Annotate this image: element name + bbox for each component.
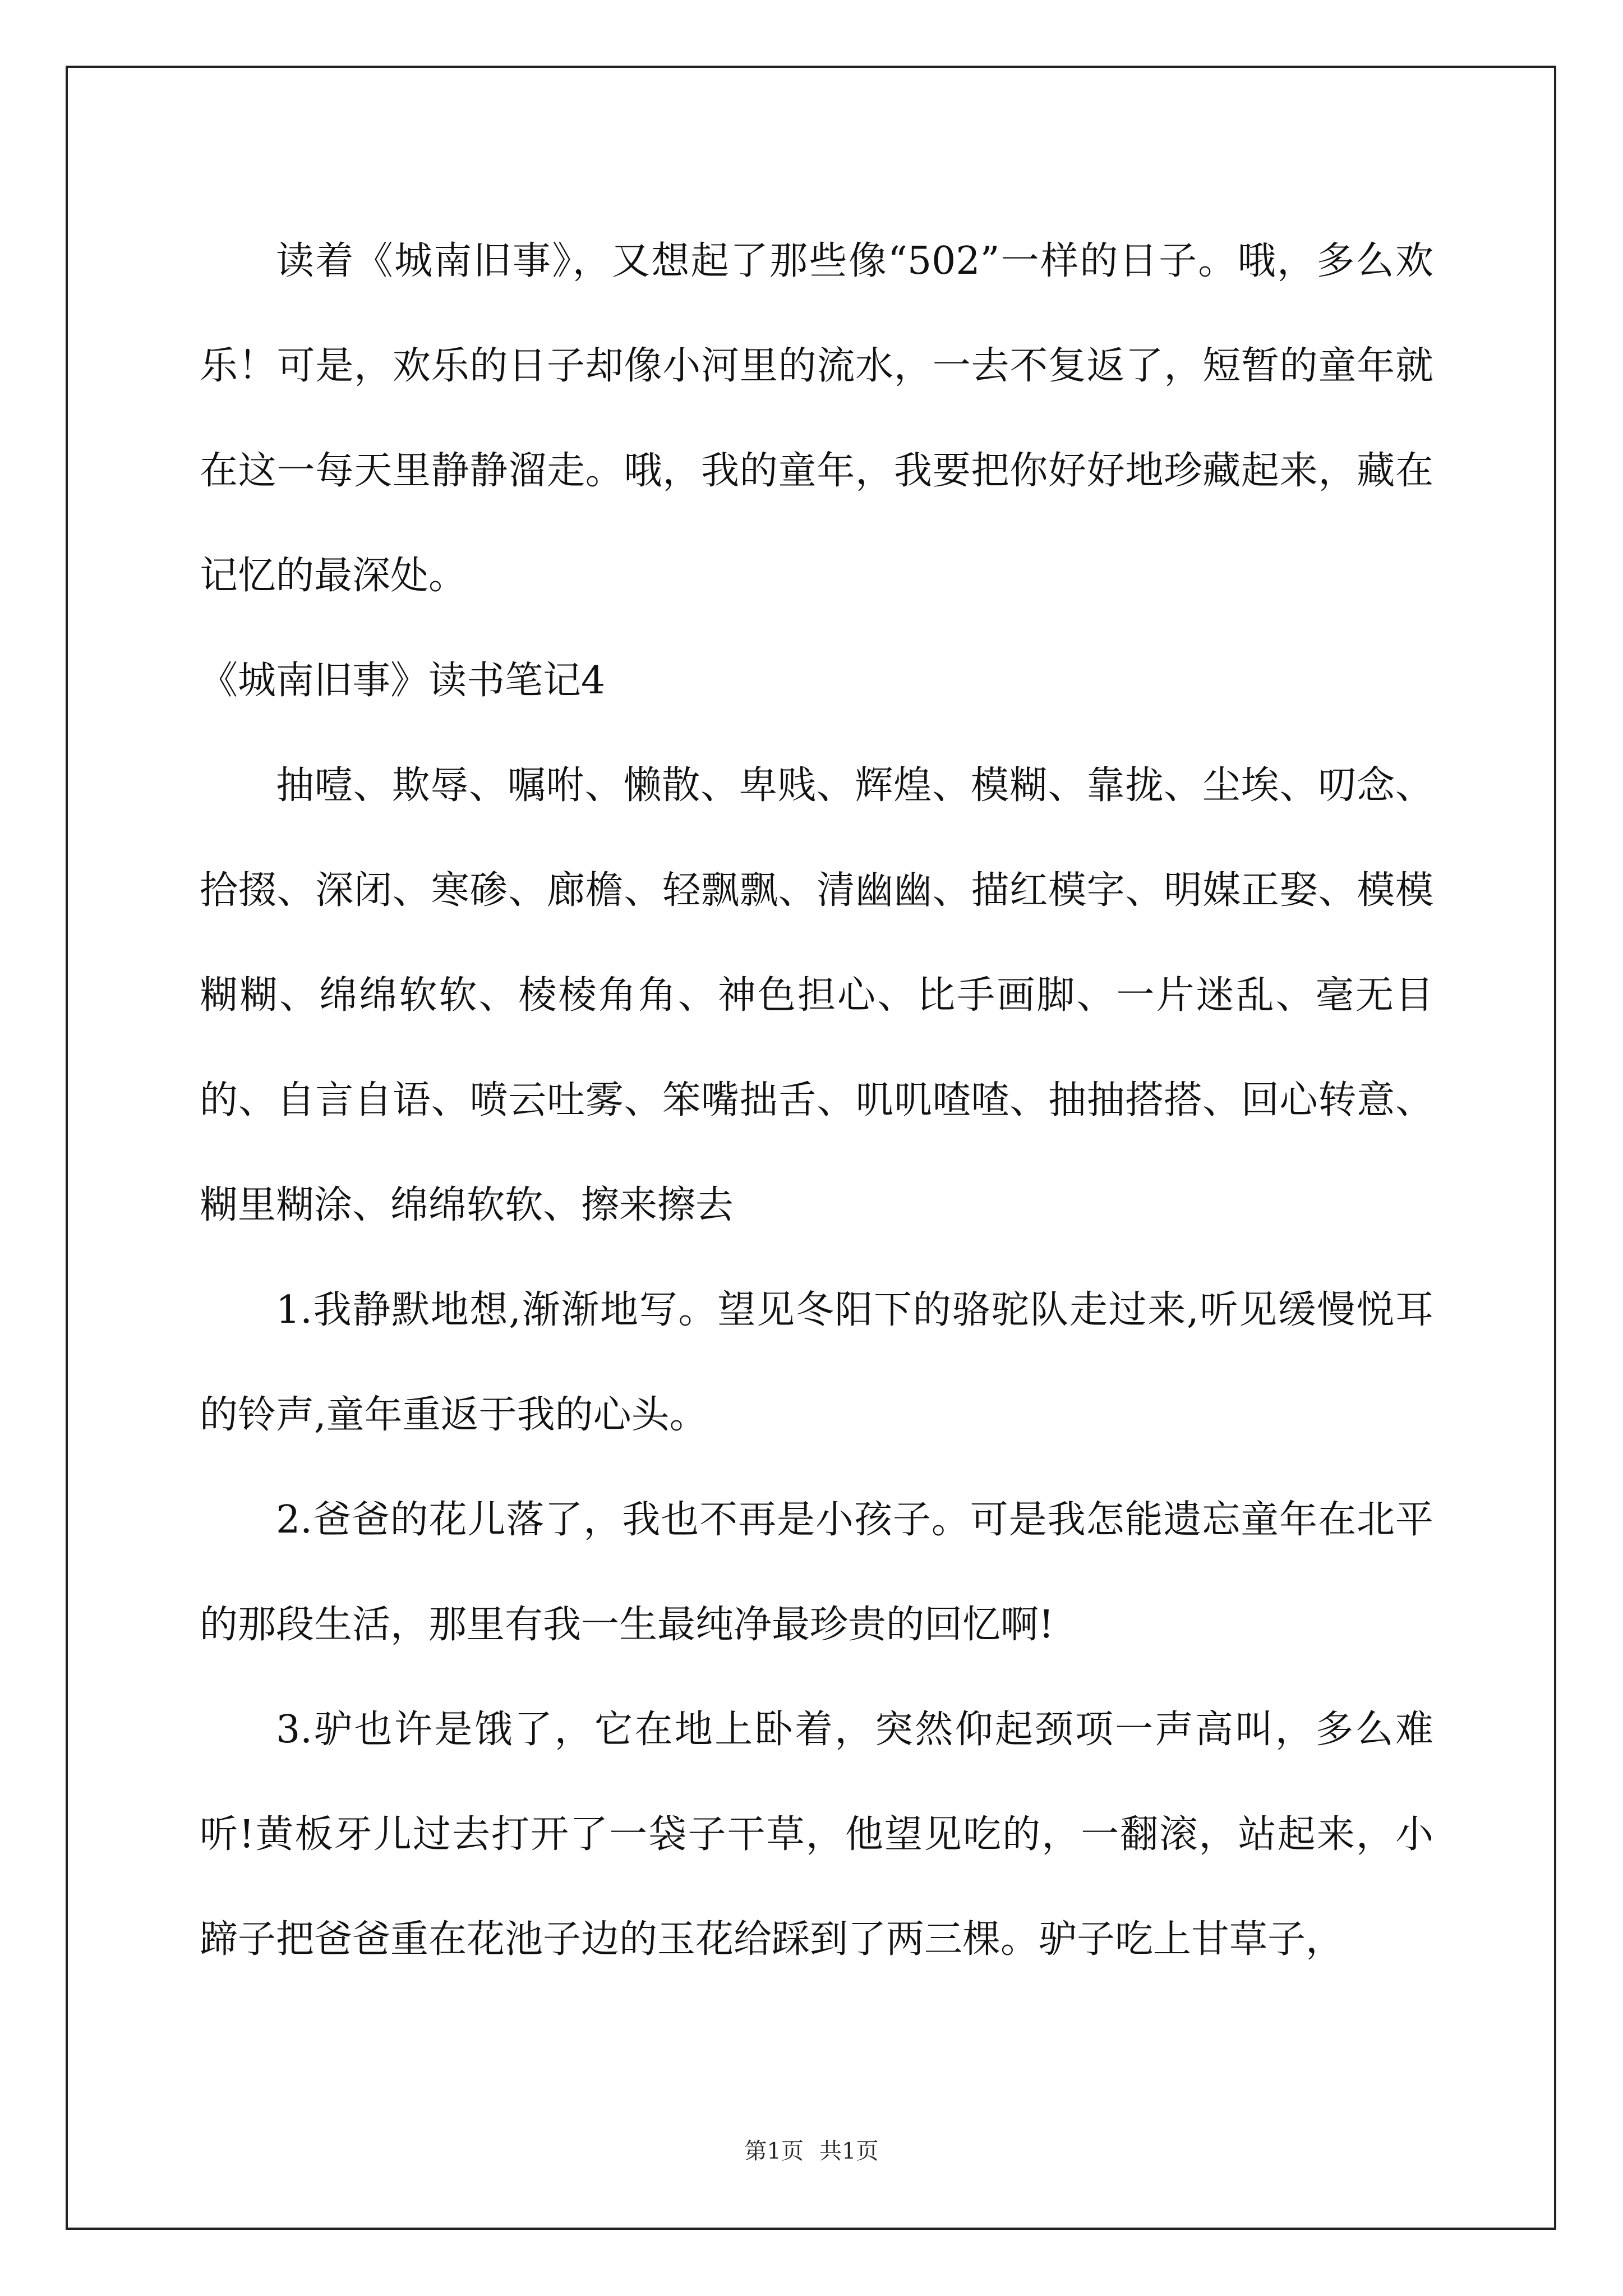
page-footer bbox=[0, 2134, 1623, 2168]
document-body bbox=[200, 209, 1433, 1992]
paragraph-vocabulary: 抽噎、欺辱、嘱咐、懒散、卑贱、辉煌、模糊、靠拢、尘埃、叨念、拾掇、深闭、寒碜、廊檐、轻飘飘、清幽幽、描红模字、明媒正娶、模模糊糊、绵绵软软、棱棱角角、神色担心、比手画脚、一片迷乱、毫无目的、自言自语、喷云吐雾、笨嘴拙舌、叽叽喳喳、抽抽搭搭、回心转意、糊里糊涂、绵绵软软、擦来擦去 bbox=[200, 763, 1433, 1227]
section-heading: 《城南旧事》读书笔记4 bbox=[200, 659, 606, 703]
page-number: 第1页 bbox=[744, 2138, 804, 2164]
paragraph-quote-3: 3.驴也许是饿了，它在地上卧着，突然仰起颈项一声高叫，多么难听!黄板牙儿过去打开了一袋子干草，他望见吃的，一翻滚，站起来，小蹄子把爸爸重在花池子边的玉花给踩到了两三棵。驴子吃上甘草子， bbox=[200, 1708, 1433, 1962]
page-total: 共1页 bbox=[819, 2138, 879, 2164]
paragraph-quote-2: 2.爸爸的花儿落了，我也不再是小孩子。可是我怎能遗忘童年在北平的那段生活，那里有我一生最纯净最珍贵的回忆啊! bbox=[200, 1498, 1433, 1647]
paragraph-quote-1: 1.我静默地想,渐渐地写。望见冬阳下的骆驼队走过来,听见缓慢悦耳的铃声,童年重返于我的心头。 bbox=[200, 1288, 1433, 1437]
paragraph-1: 读着《城南旧事》，又想起了那些像“502”一样的日子。哦，多么欢乐！可是，欢乐的日子却像小河里的流水，一去不复返了，短暂的童年就在这一每天里静静溜走。哦，我的童年，我要把你好好地珍藏起来，藏在记忆的最深处。 bbox=[200, 239, 1433, 598]
